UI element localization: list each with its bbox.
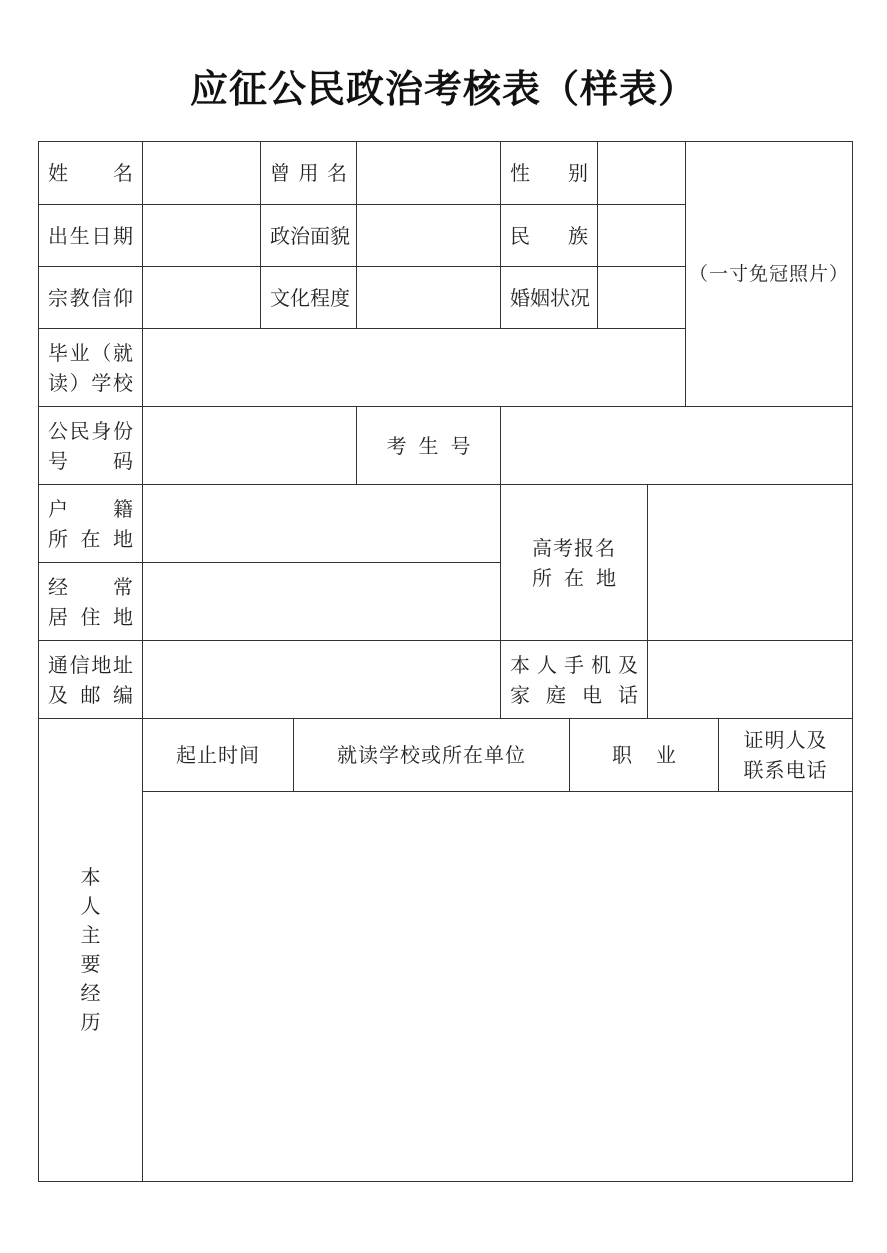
gender-field[interactable]: [598, 142, 685, 204]
address-field[interactable]: [143, 641, 500, 718]
table-border-right: [852, 141, 853, 1182]
table-border-bottom: [38, 1181, 853, 1182]
exam-number-field[interactable]: [501, 407, 852, 484]
ethnicity-field[interactable]: [598, 205, 685, 266]
form-title: 应征公民政治考核表（样表）: [189, 66, 697, 111]
ethnicity-label: 民族: [510, 223, 588, 248]
id-number-label: 公民身份 号码: [48, 418, 133, 473]
gender-label: 性别: [510, 161, 588, 185]
school-field[interactable]: [143, 329, 685, 406]
religion-field[interactable]: [143, 267, 260, 328]
political-status-field[interactable]: [357, 205, 500, 266]
exam-location-field[interactable]: [648, 485, 852, 640]
residence-label: 经常 居住地: [48, 574, 133, 629]
residence-field[interactable]: [143, 563, 500, 640]
former-name-label: 曾用名: [270, 161, 347, 185]
religion-label: 宗教信仰: [48, 285, 133, 310]
political-status-label: 政治面貌: [270, 223, 350, 248]
education-field[interactable]: [357, 267, 500, 328]
name-label: 姓名: [48, 161, 133, 185]
photo-caption: （一寸免冠照片）: [688, 263, 849, 285]
marital-status-field[interactable]: [598, 267, 685, 328]
position-column-header: 职业: [612, 743, 700, 767]
school-unit-column-header: 就读学校或所在单位: [337, 743, 526, 767]
birth-date-field[interactable]: [143, 205, 260, 266]
name-field[interactable]: [143, 142, 260, 204]
exam-number-label: 考生号: [386, 433, 483, 458]
school-label: 毕业（就 读）学校: [48, 340, 133, 395]
exam-location-label: 高考报名 所在地: [532, 535, 628, 590]
marital-status-label: 婚姻状况: [510, 285, 590, 310]
id-number-field[interactable]: [143, 407, 356, 484]
former-name-field[interactable]: [357, 142, 500, 204]
education-label: 文化程度: [270, 285, 350, 310]
phone-label: 本人手机及 家庭电话: [510, 652, 638, 707]
experience-entries-area[interactable]: [143, 792, 852, 1181]
address-label: 通信地址 及邮编: [48, 652, 133, 707]
photo-placeholder[interactable]: [686, 142, 852, 406]
hukou-label: 户籍 所在地: [48, 496, 133, 551]
witness-column-header: 证明人及 联系电话: [743, 728, 828, 782]
phone-field[interactable]: [648, 641, 852, 718]
experience-label: 本 人 主 要 经 历: [80, 865, 101, 1034]
birth-date-label: 出生日期: [48, 223, 133, 248]
period-column-header: 起止时间: [176, 743, 260, 767]
hukou-field[interactable]: [143, 485, 500, 562]
